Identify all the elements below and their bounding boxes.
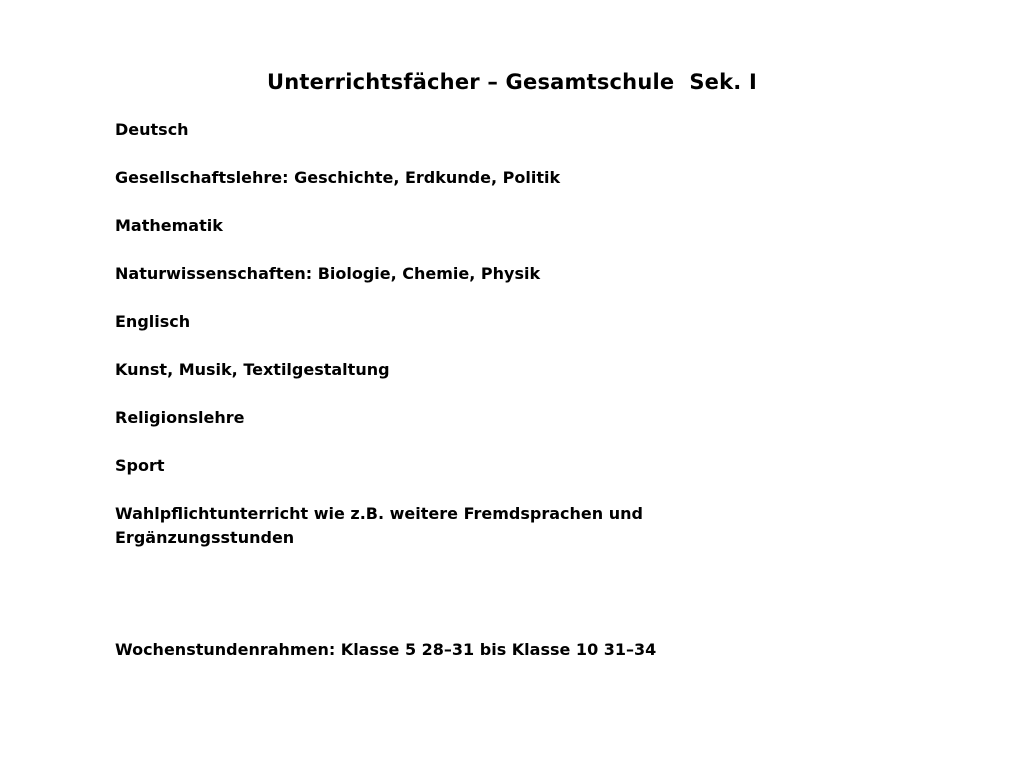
page-title: Unterrichtsfächer – Gesamtschule Sek. I (267, 70, 757, 94)
subject-item-kunst-musik: Kunst, Musik, Textilgestaltung (115, 360, 390, 379)
weekly-hours-text: Wochenstundenrahmen: Klasse 5 28–31 bis Klasse 10 31–34 (115, 640, 657, 659)
subject-list (115, 118, 735, 574)
subject-item-naturwissenschaften: Naturwissenschaften: Biologie, Chemie, Physik (115, 264, 541, 283)
subject-item-wahlpflicht: Wahlpflichtunterricht wie z.B. weitere Fremdsprachen und Ergänzungsstunden (115, 504, 643, 547)
subject-item-mathematik: Mathematik (115, 216, 223, 235)
subject-item-sport: Sport (115, 456, 165, 475)
subject-item-religionslehre: Religionslehre (115, 408, 245, 427)
subject-item-deutsch: Deutsch (115, 120, 189, 139)
subject-item-englisch: Englisch (115, 312, 191, 331)
subject-item-gesellschaftslehre: Gesellschaftslehre: Geschichte, Erdkunde, Politik (115, 168, 561, 187)
